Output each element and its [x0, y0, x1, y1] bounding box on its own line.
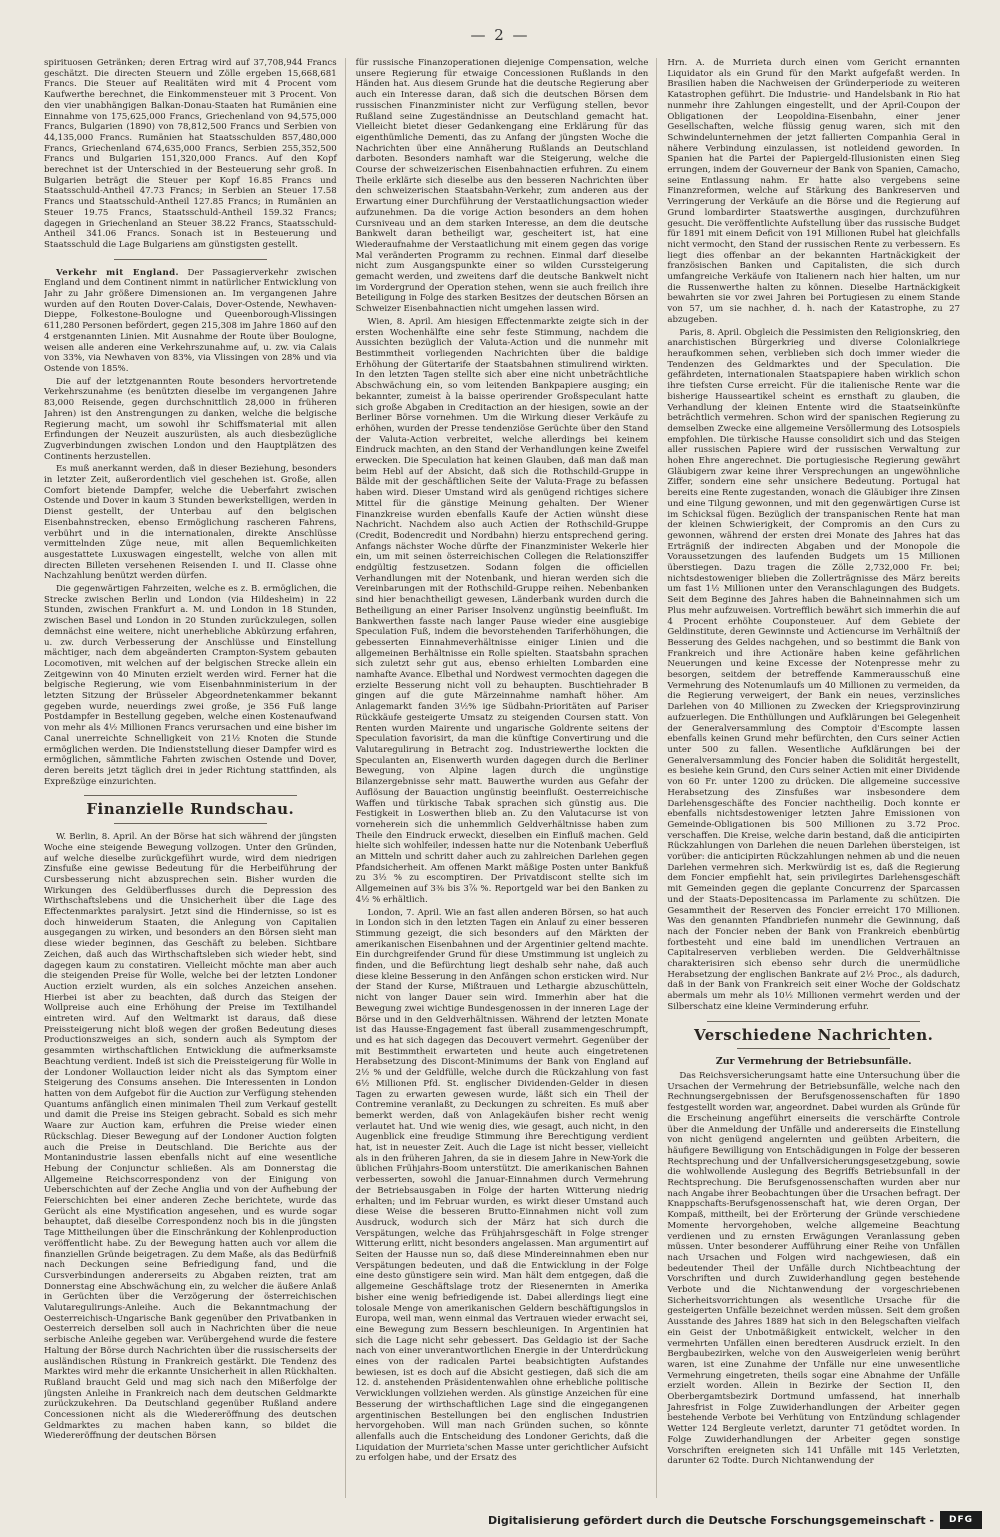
- column-2: [356, 58, 658, 1498]
- divider: [114, 259, 267, 260]
- subheading-verkehr: Verkehr mit England.: [56, 267, 179, 278]
- column-fade: [44, 1468, 345, 1498]
- section-title-verschiedene-nachrichten: Verschiedene Nachrichten.: [694, 1025, 934, 1044]
- dfg-logo: DFG: [940, 1511, 982, 1529]
- paragraph-verkehr-3: Es muß anerkannt werden, daß in dieser Beziehung, besonders in letzter Zeit, außerordentlich viel geschehen ist. Große, allen Comfort bietende Dampfer, welche die Ueberfahrt zwischen Ostende und Dover in kaum 3 Stunden bewerkstelligen, werden in Dienst gestellt, der Unterbau auf den belgischen Eisenbahnstrecken, ebenso Ermöglichung rascheren Fahrens, verbührt und in die internationalen, direkte Anschlüsse vermittelnden Züge neue, mit allen Bequemlichkeiten ausgestattete Luxuswagen eingestellt, welche von allen mit directen Billeten versehenen Reisenden I. und II. Classe ohne Nachzahlung benützt werden dürfen.: [44, 464, 337, 582]
- paragraph-paris-report: Paris, 8. April. Obgleich die Pessimisten den Religionskrieg, den anarchistischen Bürgerkrieg und diverse Colonialkriege heraufkommen sehen, verblieben sich doch immer wieder die Tendenzen des Geldmarktes und der Speculation. Die gefährdeten, internationalen Staatspapiere haben wirklich schon ihre tiefsten Curse erreicht. Für die italienische Rente war die bisherige Hausseartikel scheint es ernsthaft zu glauben, die Verhandlung der kleinen Entente wird die Staatseinkünfte beträchtlich vermehren. Schon wird der spanischen Regierung zu demselben Zwecke eine allgemeine Versöllermung des Lotsospiels empfohlen. Die türkische Hausse consolidirt sich und das Steigen aller russischen Papiere wird der russischen Verwaltung zur hohen Ehre angerechnet. Die portugiesische Regierung gewährt Gläubigern zwar keine ihrer Versprechungen an ungewöhnliche Ziffer, sondern eine sehr unsichere Bedeutung. Portugal hat bereits eine Rente zugestanden, wonach die Gläubiger ihre Zinsen und eine Tilgung gewonnen, und mit den gegenwärtigen Curse ist im Schicksal fügen. Bezüglich der transpanischen Rente hat man der kleinen Schwierigkeit, der Compromis an den Curs zu gewonnen, während der ersten drei Monate des Jahres hat das Erträgniß der indirecten Abgaben und der Monopole die Voraussetzungen des laufenden Budgets um 15 Millionen überstiegen. Dazu tragen die Zölle 2,732,000 Fr. bei; nichtsdestoweniger blieben die Zollerträgnisse des März bereits um fast 1½ Millionen unter den Veranschlagungen des Budgets. Seit dem Beginne des Jahres haben die Bahneinnahmen sich um Plus mehr aufzuweisen. Vortrefflich bewährt sich immerhin die auf 4 Procent erhöhte Couponsteuer. Auf dem Gebiete der Geldinstitute, deren Gewinnste und Actiencurse im Verhältniß der Besserung des Geldes nachgehen, und so bestimmt die Bank von Frankreich und ihre Actionäre haben keine gefährlichen Neuerungen und keine Excesse der Notenpresse mehr zu besorgen, seitdem der betreffende Kammerausschuß eine Vermehrung des Notenumlaufs um 40 Millionen zu vermeiden, da die Regierung verweigert, der Bank ein neues, verzinsliches Darlehen von 40 Millionen zu Zwecken der Kriegsprovinzirung aufzuerlegen. Die Enthüllungen und Aufklärungen bei Gelegenheit der Generalversammlung des Comptoir d'Escompte lassen ebenfalls keinen Grund mehr befürchten, den Curs seiner Actien unter 500 zu fallen. Wesentliche Aufklärungen bei der Generalversammlung des Foncier haben die Solidität hergestellt, es besiehe kein Grund, den Curs seiner Actien mit einer Dividende von 60 Fr. unter 1200 zu drücken. Die allgemeine successive Herabsetzung des Zinsfußes war insbesondere dem Darlehensgeschäfte des Foncier nachtheilig. Doch konnte er ebenfalls nichtsdestoweniger letzten Jahre Emissionen von Gemeinde-Obligationen bis 500 Millionen zu 3.72 Proc. verschaffen. Die Kreise, welche darin bestand, daß die anticipirten Rückzahlungen von Darlehen die neuen Darlehen übersteigen, ist vorüber: die anticipirten Rückzahlungen nehmen ab und die neuen Darlehen vermehren sich. Merkwürdig ist es, daß die Regierung dem Foncier empfiehlt hat, sein privilegirtes Darlehensgeschäft mit Gemeinden gegen die geplante Concurrenz der Sparcassen und der Staats-Depositencassa im Parlamente zu schützen. Die Gesammtheit der Reserven des Foncier erreicht 170 Millionen. Was den genannten Pfandbriefen nunmehr die Gewinnung, daß nach der Foncier neben der Bank von Frankreich ebenbürtig fortbesteht und eine bald im unendlichen Vertrauen an Capitalreserven verblieben werden. Die Geldverhältnisse charakterisiren sich ebenso sehr durch die unermüdliche Herabsetzung der englischen Bankrate auf 2½ Proc., als dadurch, daß in der Bank von Frankreich seit einer Woche der Goldschatz abermals um mehr als 10½ Millionen vermehrt werden und der Silberschatz eine kleine Verminderung erfuhr.: [667, 327, 961, 1012]
- paragraph-wien-report: Wien, 8. April. Am hiesigen Effectenmarkte zeigte sich in der ersten Wochenhälfte eine sehr feste Stimmung, nachdem die Aussichten bezüglich der Valuta-Action und die nunmehr mit Bestimmtheit vorliegenden Nachrichten über die baldige Erhöhung der Gütertarife der Staatsbahnen stimulirend wirkten. In den letzten Tagen stellte sich aber eine nicht unbeträchtliche Abschwächung ein, so vom leitenden Bankpapiere ausging; ein bekannter, zumeist à la baisse operirender Großspeculant hatte sich große Abgaben in Creditaction an der hiesigen, sowie an der Berliner Börse vornehmen. Um die Wirkung dieser Verkäufe zu erhöhen, wurden der Presse tendenziöse Gerüchte über den Stand der Valuta-Action verbreitet, welche allerdings bei keinem Eindruck machten, an den Stand der Verhandlungen keine Zweifel erwecken. Die Speculation hat keinen Glauben, daß man daß man beim Hebl auf der Absicht, daß sich die Rothschild-Gruppe in Bälde mit der geschäftlichen Seite der Valuta-Frage zu befassen haben wird. Dieser Umstand wird als genügend richtiges sichere Mittel für die gänstige Meinung gehalten. Der Wiener Finanzkreise wurden ebenfalls Kaufe der Actien wünsht diese Nachricht. Nachdem also auch Actien der Rothschild-Gruppe (Credit, Bodencredit und Nordbahn) hierzu entsprechend gering. Anfangs nächster Woche dürfte der Finanzminister Wekerle hier ein, um mit seinen österreichischen Collegen die Relationsziffer endgültig festzusetzen. Sodann folgen die officiellen Verhandlungen mit der Notenbank, und hieran werden sich die Vereinbarungen mit der Rothschild-Gruppe reihen. Nebenbanken sind hier benachtheiligt gewesen, Länderbank wurden durch die Betheiligung an einer Pariser Insolvenz ungünstig beeinflußt. Im Bankwerthen fasste nach langer Pause wieder eine ausgiebige Speculation Fuß, indem die bevorstehenden Tariferhöhungen, die gebesserten Einnahmeverhältnisse einiger Linien und die allgemeinen Berhältnisse ein Rolle spielten. Staatsbahn sprachen sich zuletzt sehr gut aus, ebenso erhielten Lombarden eine namhafte Avance. Elbethal und Nordwest vermochten dagegen die erzielte Besserung nicht voll zu behaupten. Buschtiehrader B gingen auf die gute Märzeinnahme namhaft höher. Am Anlagemarkt fanden 3½% ige Südbahn-Prioritäten auf Pariser Rückkäufe gesteigerte Umsatz zu steigenden Coursen statt. Von Renten wurden Mairente und ungarische Goldrente seitens der Speculation favorisirt, da man die künftige Convertirung und die Valutaregulirung in Betracht zog. Industriewerthe lockten die Speculanten an, Eisenwerth wurden dagegen durch die Berliner Bewegung, von Alpine lagen durch die ungünstige Bilanzergebnisse sehr matt. Bauwerthe wurden aus Gefahr der Auflösung der Bauaction ungünstig beeinflußt. Oesterreichische Waffen und türkische Tabak sprachen sich günstig aus. Die Festigkeit in Loswerthen blieb an. Zu den Valutacurse ist von vorneherein sich die unhemmlich Geldverhältnisse haben zum Theile den Eindruck erweckt, dieselben ein Einfluß machen. Geld hielte sich wohlfeiler, indessen hatte nur die Notenbank Ueberfluß an Mitteln und schritt daher auch zu zahlreichen Darlehen gegen Pfandsicherheit. Am offenen Markt mäßige Posten unter Bankfuß zu 3½ % zu escomptiren. Der Privatdiscont stellte sich im Allgemeinen auf 3⅜ bis 3⅞ %. Reportgeld war bei den Banken zu 4½ % erhältlich.: [355, 316, 649, 905]
- paragraph-betriebsunfaelle: Das Reichsversicherungsamt hatte eine Untersuchung über die Ursachen der Vermehrung der Betriebsunfälle, welche nach den Rechnungsergebnissen der Berufsgenossenschaften für 1890 festgestellt worden war, angeordnet. Dabei wurden als Gründe für die Erscheinung angeführt einerseits die verschärfte Controle über die Anmeldung der Unfälle und andererseits die Einstellung von nicht genügend angelernten und geübten Arbeitern, die häufigere Bewilligung von Entschädigungen in Folge der besseren Rechtsprechung und der Unfallversicherungsgesetzgebung, sowie die wohlwollende Auslegung des Begriffs Betriebsunfall in der Rechtsprechung. Die Berufsgenossenschaften wurden aber nur nach Angabe ihrer Beobachtungen über die Ursachen befragt. Der Knappschafts-Berufsgenossenschaft hat, wie deren Organ, Der Kompaß, mittheilt, bei der Erörterung der Gründe verschiedene Momente hervorgehoben, welche allgemeine Beachtung verdienen und zu ernsten Erwägungen Veranlassung geben müssen. Unter besonderer Aufführung einer Reihe von Unfällen nach Ursachen und Folgen wird nachgewiesen, daß ein bedeutender Theil der Unfälle durch Nichtbeachtung der Vorschriften und durch Zuwiderhandlung gegen bestehende Verbote und die Nichtanwendung der vorgeschriebenen Sicherheitsvorrichtungen als wesentliche Ursache für die gesteigerten Unfälle bezeichnet werden müssen. Seit dem großen Ausstande des Jahres 1889 hat sich in den Belegschaften vielfach ein Geist der Unbotmäßigkeit entwickelt, welcher in den vermehrten Unfällen einen beredteren Ausdruck erzielt. In den Bergbaubezirken, welche von den Ausweigerleien wenig berührt waren, ist eine Zunahme der Unfälle nur eine unwesentliche Vermehrung eingetreten, theils sogar eine Abnahme der Unfälle erzielt worden. Allein in Bezirke der Section II, den Oberbergamtsbezirk Dortmund umfassend, hat innerhalb Jahresfrist in Folge Zuwiderhandlungen der Arbeiter gegen bestehende Verbote bei Verhütung von Entzündung schlagender Wetter 124 Bergleute verletzt, darunter 71 getödtet worden. In Folge Zuwiderhandlungen der Arbeiter gegen sonstige Vorschriften ereigneten sich 141 Unfälle mit 145 Verletzten, darunter 62 Todte. Durch Nichtanwendung der: [667, 1070, 961, 1467]
- page-number: — 2 —: [470, 26, 530, 44]
- column-1: [44, 58, 346, 1498]
- section-title-finanzielle-rundschau: Finanzielle Rundschau.: [86, 800, 295, 819]
- paragraph-berlin-continued: für russische Finanzoperationen diejenige Compensation, welche unsere Regierung für etwaige Concessionen Rußlands in den Händen hat. Aus diesem Grunde hat die deutsche Regierung aber auch ein Interesse daran, daß sich die deutschen Börsen dem russischen Finanzminister nicht zur Verfügung stellen, bevor Rußland seine Zugeständnisse an Deutschland gemacht hat. Vielleicht bietet dieser Gedankengang eine Erklärung für das eigenthümliche Dementi, das zu Anfang der jüngsten Woche die Nachrichten über eine Annäherung Rußlands an Deutschland darboten. Besonders namhaft war die Steigerung, welche die Course der schweizerischen Eisenbahnactien erfuhren. Zu einem Theile erklärte sich dieselbe aus den besseren Nachrichten über den schweizerischen Staatsbahn-Verkehr, zum anderen aus der Erwartung einer Durchführung der Verstaatlichungsaction wieder aufzunehmen. Da die vorige Action besonders an dem hohen Cursniveau und an dem starken Interesse, an dem die deutsche Bankwelt daran betheiligt war, gescheitert ist, hat eine Wiederaufnahme der Verstaatlichung mit einem gegen das vorige Mal veränderten Programm zu rechnen. Einmal darf dieselbe nicht zum Ausgangspunkte einer so wilden Curssteigerung gemacht werden, und zweitens darf die deutsche Bankwelt nicht im Vordergrund der Operation stehen, wenn sie auch freilich ihre Beteiligung in Folge des starken Besitzes der deutschen Börsen an Schweizer Eisenbahnactien nicht umgehen lassen wird.: [355, 58, 649, 315]
- paragraph-verkehr-2: Die auf der letztgenannten Route besonders hervortretende Verkehrszunahme (es benützten dieselbe im vergangenen Jahre 83,000 Reisende, gegen durchschnittlich 28,000 in früheren Jahren) ist den Anstrengungen zu danken, welche die belgische Regierung macht, um sowohl ihr Schiffsmaterial mit allen Erfindungen der Neuzeit auszurüsten, als auch diesbezügliche Zugverbindungen zwischen London und den Hauptplätzen des Continents herzustellen.: [44, 376, 337, 462]
- paragraph-berlin-report: W. Berlin, 8. April. An der Börse hat sich während der jüngsten Woche eine steigende Bewegung vollzogen. Unter den Gründen, auf welche dieselbe zurückgeführt wurde, wird dem niedrigen Zinsfuße eine gewisse Bedeutung für die Herbeiführung der Cursbesserung nicht abzusprechen sein. Bisher wurden die Wirkungen des Geldüberflusses durch die Depression des Wirthschaftslebens und die Unsicherheit über die Lage des Effectenmarktes paralysirt. Jetzt sind die Hindernisse, so ist es doch hinweiderum Staaten, die Anlegung von Capitalien ausgegangen zu wirken, und besonders an den Börsen sieht man diese wieder beginnen, das Geschäft zu beleben. Sichtbare Zeichen, daß auch das Wirthschaftsleben sich wieder hebt, sind dagegen kaum zu constatiren. Vielleicht möchte man aber auch die steigenden Preise für Wolle, welche bei der letzten Londoner Auction erzielt wurden, als ein solches Anzeichen ansehen. Hierbei ist aber zu beachten, daß durch das Steigen der Wollpreise auch eine Erhöhung der Preise im Textilhandel eintreten wird. Auf den Weltmarkt ist daraus, daß diese Preissteigerung nicht bloß wegen der großen Bedeutung dieses Productionszweiges an sich, sondern auch als Symptom der gesammten wirthschaftlichen Entwicklung die aufmerksamste Beachtung verdient. Indeß ist sich die Preissteigerung für Wolle in der Londoner Wollauction leider nicht als das Symptom einer Steigerung des Consums ansehen. Die Interessenten in London hatten von dem Aufgebot für die Auction zur Verfügung stehenden Quantums anfänglich einen minimalen Theil zum Verkauf gestellt und damit die Preise ins Steigen gebracht. Sobald es sich mehr Waare zur Auction kam, erfuhren die Preise wieder einen Rückschlag. Dieser Bewegung auf der Londoner Auction folgten auch die Preise in Deutschland. Die Berichte aus der Montanindustrie lassen ebenfalls nicht auf eine wesentliche Hebung der Conjunctur schließen. Als am Donnerstag die Allgemeine Reichscorrespondenz von der Einigung von Ueberschichten auf der Zeche Anglia und von der Aufhebung der Feierschichten bei einer anderen Zeche berichtete, wurde das Gerücht als eine Mystification angesehen, und es wurde sogar behauptet, daß dieselbe Correspondenz noch bis in die jüngsten Tage Mittheilungen über die Einschränkung der Kohlenproduction veröffentlicht habe. Zu der Bewegung hatten auch vor allem die finanziellen Gründe beigetragen. Zu dem Maße, als das Bedürfniß nach Deckungen seine Befriedigung fand, und die Cursverbindungen andererseits zu Abgaben reizten, trat am Donnerstag eine Abschwächung ein, zu welcher die äußere Anlaß in Gerüchten über die Verzögerung der österreichischen Valutaregulirungs-Anleihe. Auch die Bekanntmachung der Oesterreichisch-Ungarische Bank gegenüber den Privatbanken in Oesterreich derselben soll auch in Nachrichten über die neue serbische Anleihe gegeben war. Verübergehend wurde die festere Haltung der Börse durch Nachrichten über die russischerseits der ausländischen Rüstung in Frankreich gestärkt. Die Tendenz des Marktes wird mehr die erkannte Unsicherheit in allen Rückhalten. Rußland braucht Geld und mag sich nach den Mißerfolge der jüngsten Anleihe in Frankreich nach dem deutschen Geldmarkte zurückzukehren. Da Deutschland gegenüber Rußland andere Concessionen nicht als die Wiedereröffnung des deutschen Geldmarktes zu machen haben kann, so bildet die Wiedereröffnung der deutschen Börsen: [44, 832, 337, 1442]
- paragraph-verkehr-text: Der Passagierverkehr zwischen England und dem Continent nimmt in natürlicher Entwicklung von Jahr zu Jahr größere Dimensionen an. Im vergangenen Jahre wurden auf den Routen Dover-Calais, Dover-Ostende, Newhaven-Dieppe, Folkestone-Boulogne und Queenborough-Vlissingen 611,280 Personen befördert, gegen 215,308 im Jahre 1860 auf den 4 erstgenannten Linien. Mit Ausnahme der Route über Boulogne, weisen alle anderen eine Verkehrszunahme auf, u. zw. via Calais von 33%, via Newhaven von 83%, via Vlissingen von 28% und via Ostende von 185%.: [44, 267, 337, 374]
- paragraph-verkehr-4: Die gegenwärtigen Fahrzeiten, welche es z. B. ermöglichen, die Strecke zwischen Berlin und London (via Hildesheim) in 22 Stunden, zwischen Frankfurt a. M. und London in 18 Stunden, zwischen Basel und London in 20 Stunden zurückzulegen, sollen demnächst eine weitere, nicht unerhebliche Abkürzung erfahren, u. zw. durch Verbesserung der Anschlüsse und Einstellung mächtiger, nach dem abgeänderten Crampton-System gebauten Locomotiven, mit welchen auf der belgischen Strecke allein ein Zeitgewinn von 40 Minuten erzielt werden wird. Ferner hat die belgische Regierung, wie vom Eisenbahnministerium in der letzten Sitzung der Brüsseler Abgeordnetenkammer bekannt gegeben wurde, neuerdings zwei große, je 356 Fuß lange Postdampfer in Bestellung gegeben, welche einen Kostenaufwand von mehr als 4½ Millionen Francs verursachen und eine bisher im Canal unerreichte Schnelligkeit von 21½ Knoten die Stunde ermöglichen werden. Die Indienststellung dieser Dampfer wird es ermöglichen, sämmtliche Fahrten zwischen Ostende und Dover, deren bereits jetzt täglich drei in jeder Richtung stattfinden, als Expreßzüge einzurichten.: [44, 584, 337, 787]
- text-columns: [44, 58, 960, 1498]
- divider: [114, 823, 267, 824]
- divider: [84, 795, 297, 796]
- column-fade: [356, 1468, 657, 1498]
- column-3: [667, 58, 960, 1498]
- digitization-footer: [488, 1511, 982, 1529]
- paragraph-verkehr-intro: [44, 268, 337, 375]
- footer-text: Digitalisierung gefördert durch die Deutsche Forschungsgemeinschaft -: [487, 1513, 934, 1527]
- paragraph-london-continued: Hrn. A. de Murrieta durch einen vom Gericht ernannten Liquidator als ein Grund für den Markt aufgefaßt werden. In Brasilien haben die Nachweisen der Gründerperiode zu weiteren Katastrophen geführt. Die Industrie- und Handelsbank in Rio hat nunmehr ihre Zahlungen eingestellt, und der April-Coupon der Obligationen der Leopoldina-Eisenbahn, einer jener Gesellschaften, welche flüssig genug waren, sich mit den Schwindelunternehmen der jetzt fallierten Companhia Geral in nähere Verbindung einzulassen, ist notleidend geworden. In Spanien hat die Partei der Papiergeld-Illusionisten einen Sieg errungen, indem der Gouverneur der Bank von Spanien, Camacho, seine Entlassung nahm. Er hatte also vergebens seine Finanzreformen, welche auf Stärkung des Bankreserven und Verringerung der Verkäufe an die Börse und die Regierung auf Grund lombardirter Staatswerthe ausgingen, durchzuführen gesucht. Die veröffentlichte Aufstellung über das russische Budget für 1891 mit einem Deficit von 191 Millionen Rubel hat gleichfalls nicht vermocht, den Stand der russischen Rente zu verbessern. Es liegt dies offenbar an der bekannten Hartnäckigkeit der französischen Banken und Capitalisten, die sich durch umfangreiche Verkäufe von Italienern nach hier halten, um nur die Russenwerthe halten zu können. Dieselbe Hartnäckigkeit bewahrten sie vor zwei Jahren bei Portugiesen zu einem Stande von 57, um sie nachher, d. h. nach der Katastrophe, zu 27 abzugeben.: [667, 58, 961, 325]
- divider: [707, 1021, 920, 1022]
- subheading-betriebsunfaelle: Zur Vermehrung der Betriebsunfälle.: [715, 1056, 912, 1068]
- column-fade: [667, 1468, 960, 1498]
- paragraph-london-report: London, 7. April. Wie an fast allen anderen Börsen, so hat auch in London sich in den letzten Tagen ein Anlauf zu einer besseren Stimmung gezeigt, die sich besonders auf den Märkten der amerikanischen Eisenbahnen und der Argentinier geltend machte. Ein durchgreifender Grund für diese Umstimmung ist ungleich zu finden, und die Befürchtung liegt deshalb sehr nahe, daß auch diese kleine Besserung in den Anfängen schon ersticken wird. Nur der Stand der Kurse, Mißtrauen und Lethargie abzuschütteln, nicht von langer Dauer sein wird. Immerhin aber hat die Bewegung zwei wichtige Bundesgenossen in der inneren Lage der Börse und in den Geldverhältnissen. Während der letzten Monate ist das Hausse-Engagement fast überall zusammengeschrumpft, und es hat sich dagegen das Decouvert vermehrt. Gegenüber der mit Bestimmtheit erwarteten und heute auch eingetretenen Herabsetzung des Discont-Minimums der Bank von England auf 2½ % und der Geldfülle, welche durch die Rückzahlung von fast 6½ Millionen Pfd. St. englischer Dividenden-Gelder in diesen Tagen zu erwarten gewesen wurde, läßt sich ein Theil der Contremine veranlaßt, zu Deckungen zu schreiten. Es muß aber bemerkt werden, daß von Anlagekäufen bisher recht wenig verlautet hat. Und wie wenig dies, wie gesagt, auch nicht, in den Augenblick eine freudige Stimmung ihre Berechtigung verdient hat, ist in neuester Zeit. Auch die Lage ist nicht besser, vielleicht als in den früheren Jahren, da sie in diesem Jahre in New-York die üblichen Frühjahrs-Boom unterstützt. Die amerikanischen Bahnen verbesserten, sowohl die Januar-Einnahmen durch Vermehrung der Betriebsausgaben in Folge der harten Witterung niedrig erhalten; und im Februar wurden, es wirkt dieser Umstand auch diese Weise die besseren Brutto-Einnahmen nicht voll zum Ausdruck, wodurch sich der März hat sich durch die Verspätungen, welche das Frühjahrsgeschäft in Folge strenger Witterung erlitt, nicht besonders angelassen. Man argumentirt auf Seiten der Hausse nun so, daß diese Mindereinnahmen eben nur Verspätungen bedeuten, und daß die Entwicklung in der Folge eine desto günstigere sein wird. Man hält dem entgegen, daß die allgemeine Geschäftslage trotz der Riesenernten in Amerika bisher eine wenig befriedigende ist. Dabei allerdings liegt eine tolosale Menge von amerikanischen Geldern beschäftigungslos in Europa, weil man, wenn einmal das Vertrauen wieder erwacht sei, eine Bewegung zum Bessern beschleunigen. In Argentinien hat sich die Lage nicht sehr gebessert. Das Geldagio ist der Sache nach von einer unverantwortlichen Energie in der Unterdrückung eines von der radicalen Partei beabsichtigten Aufstandes bewiesen, ist es doch auf die Absicht gestiegen, daß sich die am 12. d. anstehenden Präsidentenwahlen ohne erhebliche politische Verwicklungen vollziehen werden. Als günstige Anzeichen für eine Besserung der wirthschaftlichen Lage sind die eingegangenen argentinischen Bestellungen bei den englischen Industrien hervorgehoben. Will man nach Gründen suchen, so könnte allenfalls auch die Entscheidung des Londoner Gerichts, daß die Liquidation der Murrieta'schen Masse unter gerichtlicher Aufsicht zu erfolgen habe, und der Ersatz des: [355, 907, 649, 1464]
- divider: [737, 1048, 890, 1049]
- paragraph-balkan-finances: spirituosen Getränken; deren Ertrag wird auf 37,708,944 Francs geschätzt. Die directen Steuern und Zölle ergeben 15,668,681 Francs. Die Steuer auf Realitäten wird mit 4 Procent vom Kaufwerthe berechnet, die Einkommensteuer mit 3 Procent. Von den vier unabhängigen Balkan-Donau-Staaten hat Rumänien eine Einnahme von 175,625,000 Francs, Griechenland von 94,575,000 Francs, Bulgarien (1890) von 78,812,500 Francs und Serbien von 44,135,000 Francs. Rumänien hat Staatsschulden 857,480,000 Francs, Griechenland 674,635,000 Francs, Serbien 255,352,500 Francs und Bulgarien 151,320,000 Francs. Auf den Kopf berechnet ist der Unterschied in der Besteuerung sehr groß. In Bulgarien beträgt die Steuer per Kopf 16.85 Francs und Staatsschuld-Antheil 47.73 Francs; in Serbien an Steuer 17.58 Francs und Staatsschuld-Antheil 127.85 Francs; in Rumänien an Steuer 19.75 Francs, Staatsschuld-Antheil 159.32 Francs; dagegen in Griechenland an Steuer 38.22 Francs, Staatsschuld-Antheil 341.06 Francs. Sonach ist in Besteuerung und Staatsschuld die Lage Bulgariens am günstigsten gestellt.: [44, 58, 337, 250]
